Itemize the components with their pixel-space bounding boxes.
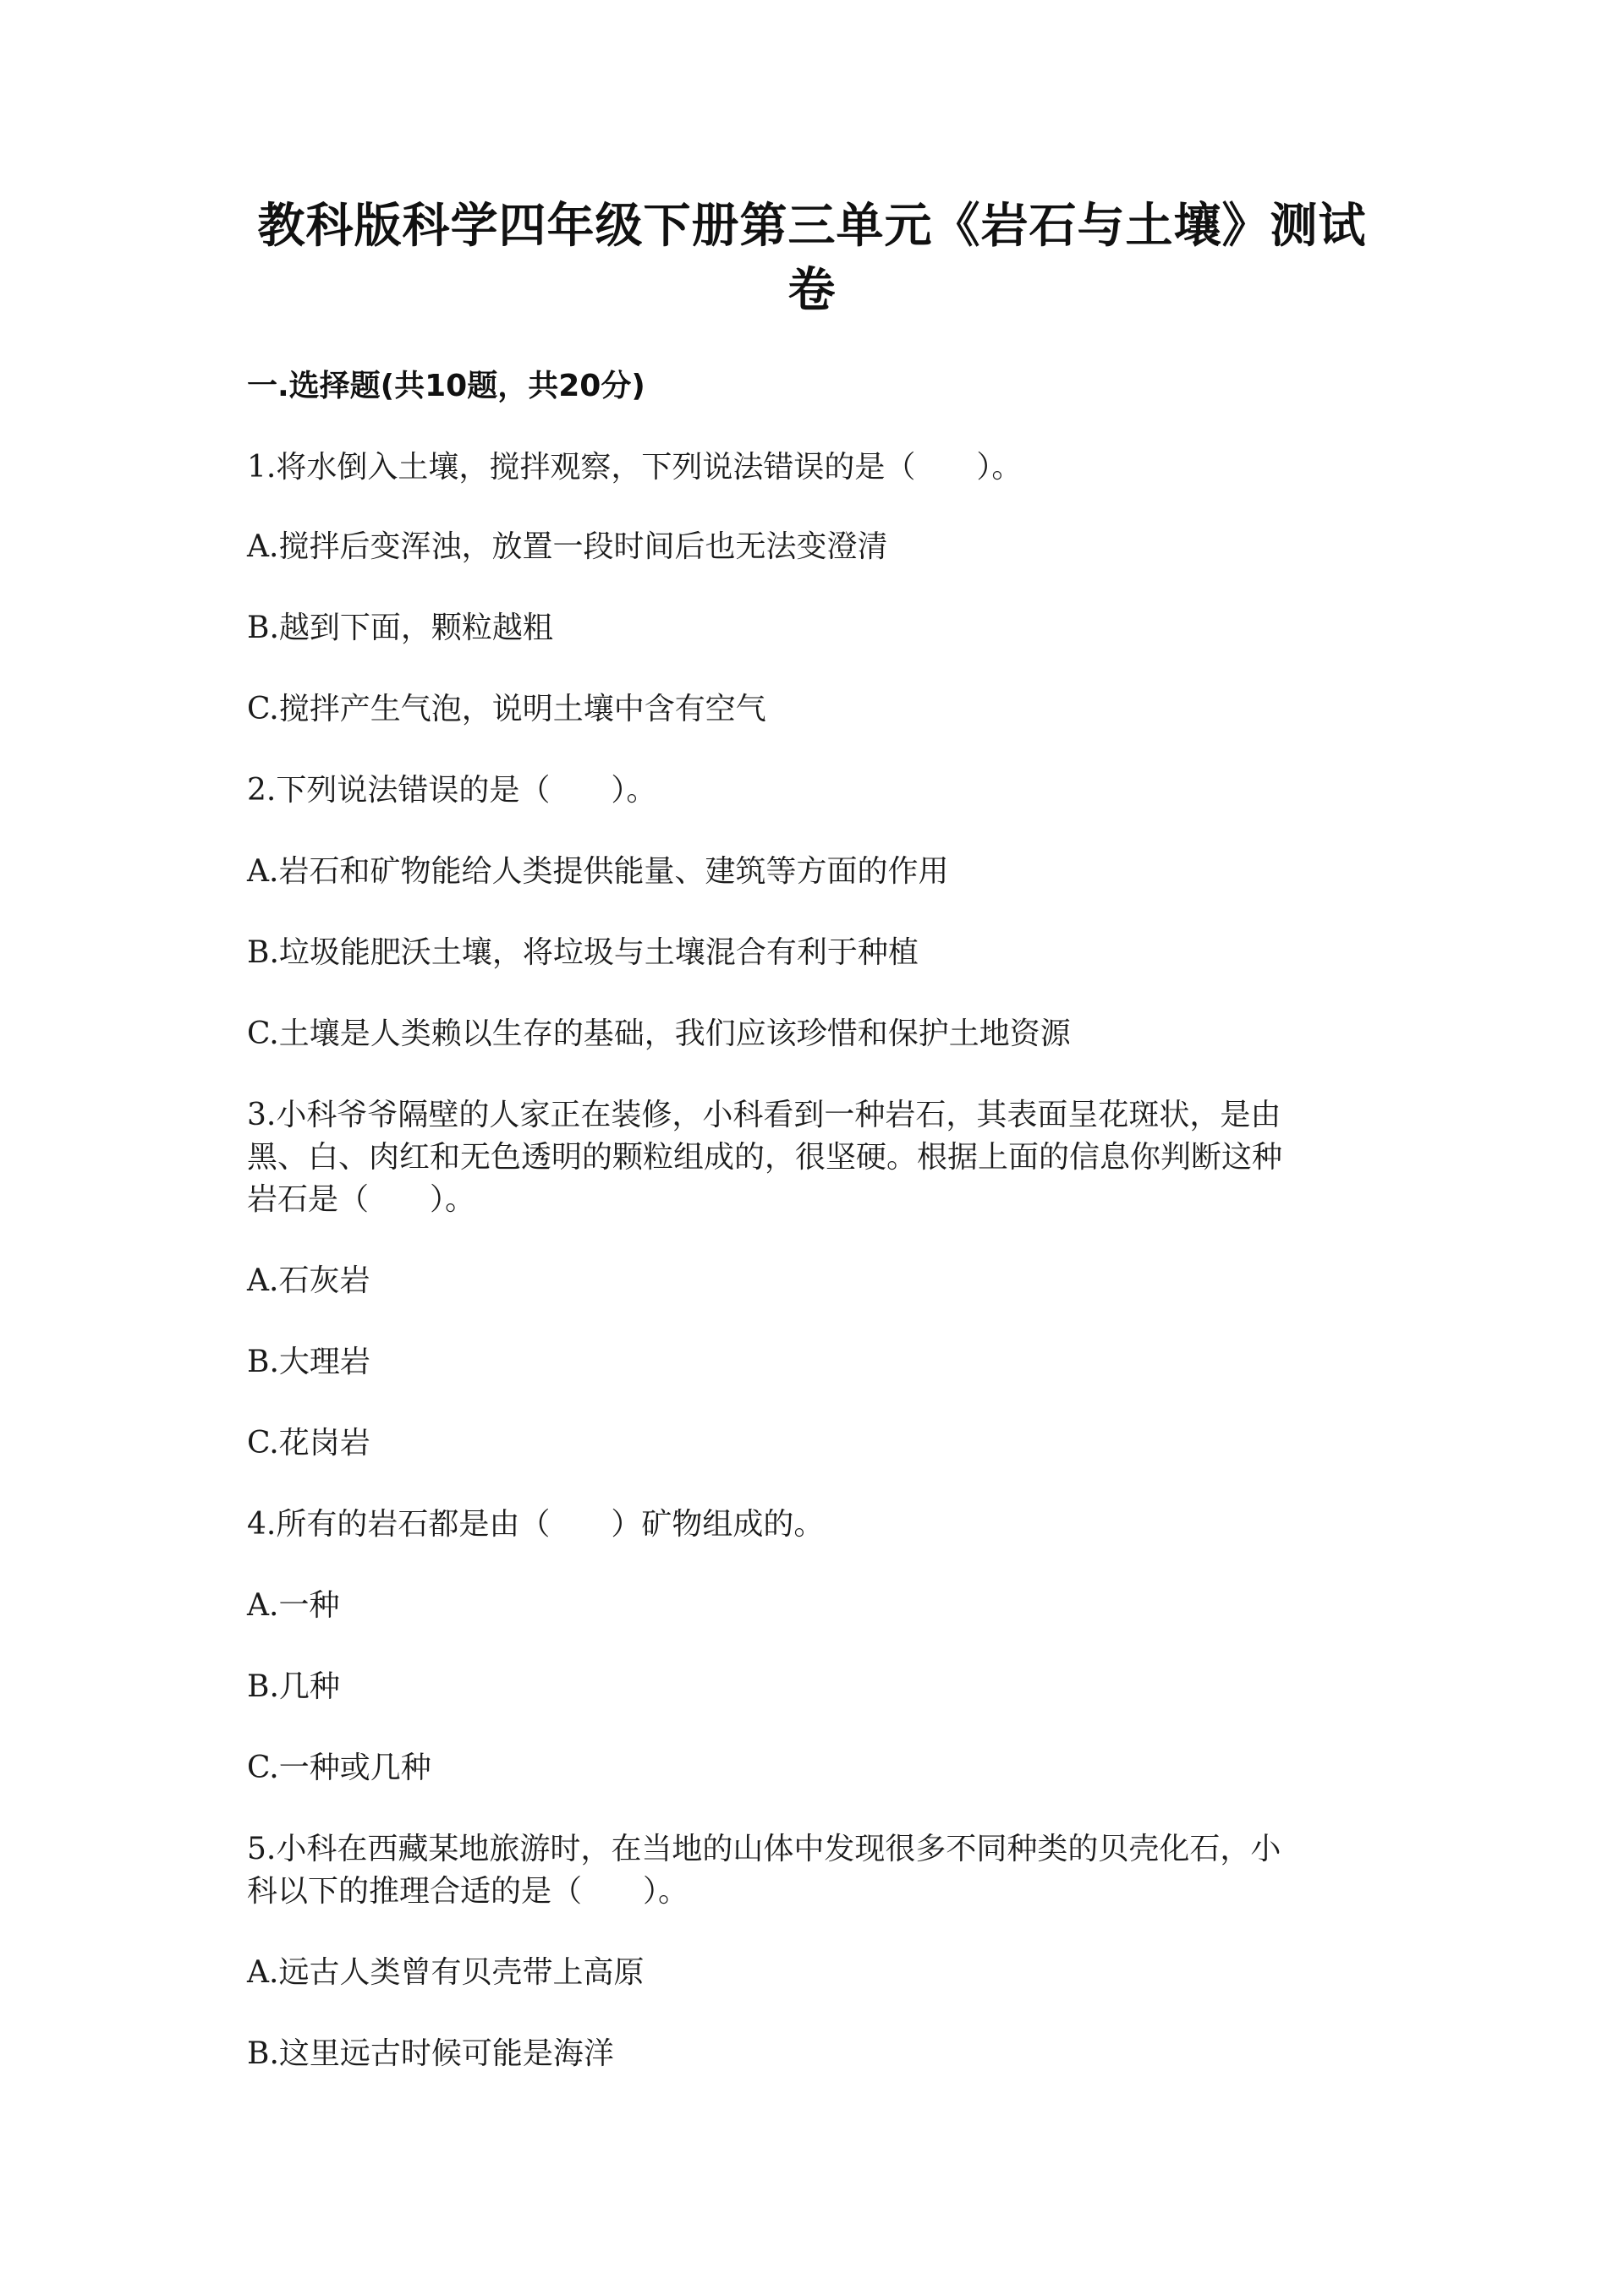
question-4-option-a: A.一种 (247, 1588, 340, 1623)
question-5-option-a: A.远古人类曾有贝壳带上高原 (247, 1955, 645, 1990)
question-2-stem: 2.下列说法错误的是（ ）。 (247, 773, 657, 808)
question-5-stem-line-2: 科以下的推理合适的是（ ）。 (247, 1874, 689, 1909)
question-1-option-b: B.越到下面，颗粒越粗 (247, 611, 553, 645)
question-2-option-c: C.土壤是人类赖以生存的基础，我们应该珍惜和保护土地资源 (247, 1016, 1071, 1051)
question-1-option-c: C.搅拌产生气泡，说明土壤中含有空气 (247, 692, 766, 726)
question-4-option-c: C.一种或几种 (247, 1751, 431, 1785)
question-3-option-c: C.花岗岩 (247, 1426, 370, 1460)
document-title: 教科版科学四年级下册第三单元《岩石与土壤》测试卷 (257, 199, 1367, 318)
section-heading: 一.选择题(共10题，共20分) (247, 369, 645, 403)
question-5-option-b: B.这里远古时候可能是海洋 (247, 2036, 614, 2071)
question-4-stem: 4.所有的岩石都是由（ ）矿物组成的。 (247, 1507, 825, 1542)
question-3-stem-line-2: 黑、白、肉红和无色透明的颗粒组成的，很坚硬。根据上面的信息你判断这种 (247, 1140, 1283, 1175)
question-3-stem-line-1: 3.小科爷爷隔壁的人家正在装修，小科看到一种岩石，其表面呈花斑状，是由 (247, 1098, 1281, 1132)
question-2-option-a: A.岩石和矿物能给人类提供能量、建筑等方面的作用 (247, 854, 949, 889)
question-1-stem: 1.将水倒入土壤，搅拌观察，下列说法错误的是（ ）。 (247, 450, 1023, 485)
question-4-option-b: B.几种 (247, 1669, 340, 1704)
question-3-stem-line-3: 岩石是（ ）。 (247, 1182, 476, 1217)
question-3-option-b: B.大理岩 (247, 1345, 370, 1379)
question-1-option-a: A.搅拌后变浑浊，放置一段时间后也无法变澄清 (247, 529, 888, 564)
question-2-option-b: B.垃圾能肥沃土壤，将垃圾与土壤混合有利于种植 (247, 935, 919, 970)
question-5-stem-line-1: 5.小科在西藏某地旅游时，在当地的山体中发现很多不同种类的贝壳化石，小 (247, 1832, 1281, 1866)
question-3-option-a: A.石灰岩 (247, 1263, 370, 1298)
